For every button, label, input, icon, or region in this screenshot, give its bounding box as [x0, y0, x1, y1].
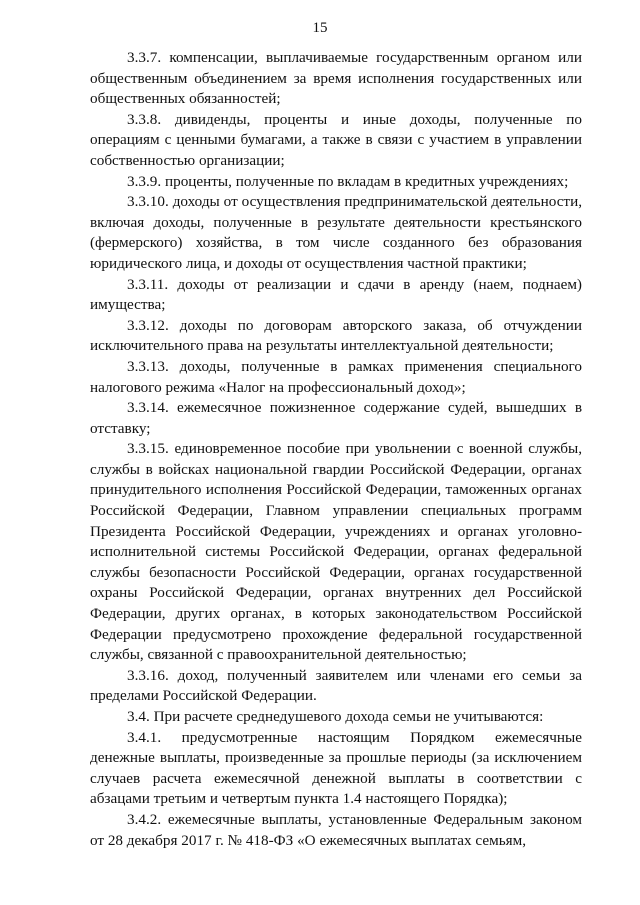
paragraph-3-3-11: 3.3.11. доходы от реализации и сдачи в аренду (наем, поднаем) имущества; [90, 275, 582, 314]
paragraph-3-3-16: 3.3.16. доход, полученный заявителем или членами его семьи за пределами Российской Федерации. [90, 666, 582, 705]
paragraph-3-4-2: 3.4.2. ежемесячные выплаты, установленные Федеральным законом от 28 декабря 2017 г. № 418-ФЗ «О ежемесячных выплатах семьям, [90, 810, 582, 849]
paragraph-3-3-14: 3.3.14. ежемесячное пожизненное содержание судей, вышедших в отставку; [90, 399, 582, 437]
paragraph-3-3-7: 3.3.7. компенсации, выплачиваемые государственным органом или общественным объединением за время исполнения государственных или общественных обязанностей; [90, 49, 582, 108]
document-body [90, 48, 582, 851]
paragraph-3-3-13: 3.3.13. доходы, полученные в рамках применения специального налогового режима «Налог на профессиональный доход»; [90, 357, 582, 396]
page-number: 15 [312, 20, 328, 36]
paragraph-3-3-15: 3.3.15. единовременное пособие при увольнении с военной службы, службы в войсках национальной гвардии Российской Федерации, органах принудительного исполнения Российской Федерации, таможенных органах Российской Федерации, Главном управлении специальных программ Президента Российской Федерации, учреждениях и органах уголовно-исполнительной системы Российской Федерации, органах федеральной службы безопасности Российской Федерации, органах государственной охраны Российской Федерации, органах внутренних дел Российской Федерации, других органах, в которых законодательством Российской Федерации предусмотрено прохождение федеральной государственной службы, связанной с правоохранительной деятельностью; [90, 440, 582, 664]
paragraph-3-4: 3.4. При расчете среднедушевого дохода семьи не учитываются: [127, 708, 544, 725]
paragraph-3-3-10: 3.3.10. доходы от осуществления предпринимательской деятельности, включая доходы, полученные в результате деятельности крестьянского (фермерского) хозяйства, в том числе созданного без образования юридического лица, и доходы от осуществления частной практики; [90, 193, 582, 272]
paragraph-3-3-8: 3.3.8. дивиденды, проценты и иные доходы, полученные по операциям с ценными бумагами, а также в связи с участием в управлении собственностью организации; [90, 110, 582, 169]
paragraph-3-4-1: 3.4.1. предусмотренные настоящим Порядком ежемесячные денежные выплаты, произведенные за прошлые периоды (за исключением случаев расчета ежемесячной денежной выплаты в соответствии с абзацами третьим и четвертым пункта 1.4 настоящего Порядка); [90, 728, 582, 808]
paragraph-3-3-9: 3.3.9. проценты, полученные по вкладам в кредитных учреждениях; [127, 172, 569, 190]
paragraph-3-3-12: 3.3.12. доходы по договорам авторского заказа, об отчуждении исключительного права на результаты интеллектуальной деятельности; [90, 316, 582, 355]
